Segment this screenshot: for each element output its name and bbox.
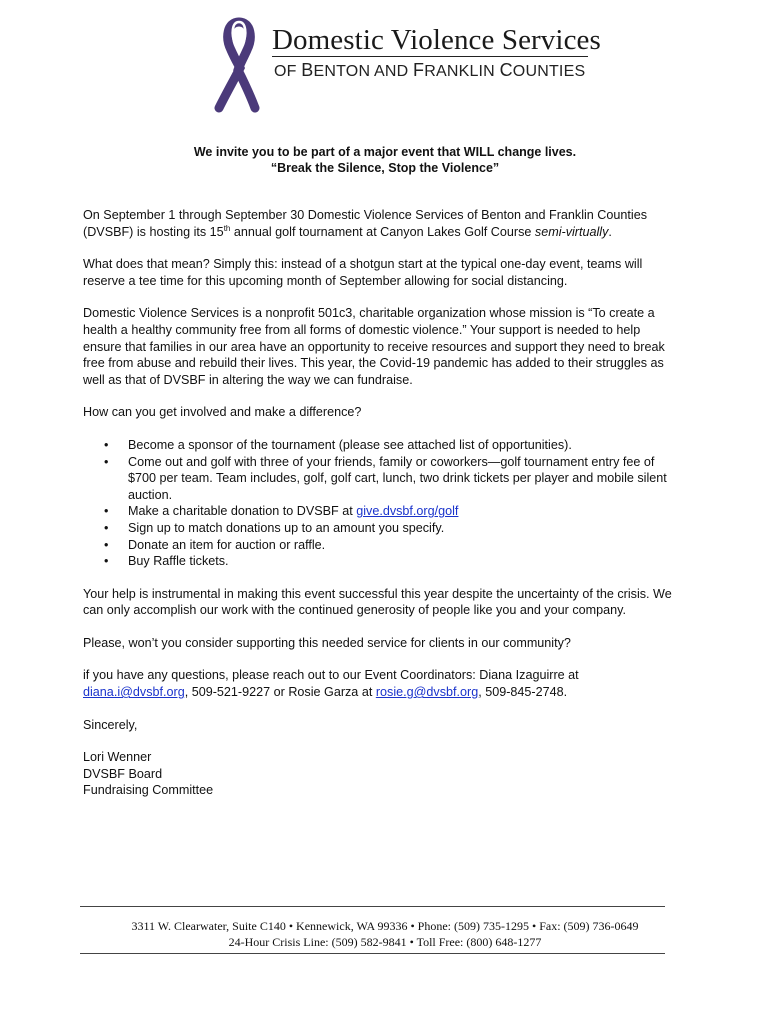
list-item-text: Sign up to match donations up to an amount you specify. bbox=[128, 520, 445, 535]
list-item bbox=[83, 437, 673, 454]
org-subtitle bbox=[274, 60, 585, 81]
bullet-icon: • bbox=[104, 504, 109, 519]
paragraph-thanks: Your help is instrumental in making this event successful this year despite the uncertainty of the crisis. We can only accomplish our work with the continued generosity of people like you and your company. bbox=[83, 586, 672, 618]
letter-body bbox=[83, 207, 673, 799]
intro-text-cont: annual golf tournament at Canyon Lakes Golf Course bbox=[230, 224, 535, 239]
paragraph-intro bbox=[83, 207, 673, 240]
headline-slogan: “Break the Silence, Stop the Violence” bbox=[270, 161, 500, 175]
intro-text: On September 1 through September 30 Domestic Violence Services of Benton and Franklin Counties (DVSBF) is hosting its 15 bbox=[83, 208, 648, 239]
contact-text: if you have any questions, please reach out to our Event Coordinators: Diana Izaguirre at bbox=[83, 668, 579, 683]
footer-hotlines: 24-Hour Crisis Line: (509) 582-9841 • Toll Free: (800) 648-1277 bbox=[228, 935, 542, 949]
bullet-icon: • bbox=[104, 520, 109, 535]
org-sub-part: OUNTIES bbox=[512, 63, 586, 80]
intro-emphasis: semi-virtually bbox=[534, 224, 609, 239]
donation-link[interactable]: give.dvsbf.org/golf bbox=[356, 504, 459, 519]
email-link-rosie[interactable]: rosie.g@dvsbf.org bbox=[375, 685, 479, 700]
org-sub-part: C bbox=[499, 60, 513, 80]
list-item bbox=[83, 503, 673, 520]
list-item bbox=[83, 553, 673, 570]
bullet-icon: • bbox=[104, 554, 109, 569]
signature-org: DVSBF Board bbox=[83, 766, 163, 781]
list-item bbox=[83, 454, 673, 504]
signature-block bbox=[83, 749, 673, 799]
paragraph-question: How can you get involved and make a difference? bbox=[83, 405, 362, 420]
org-sub-part: B bbox=[301, 60, 314, 80]
paragraph-appeal: Please, won’t you consider supporting this needed service for clients in our community? bbox=[83, 635, 571, 650]
purple-ribbon-logo bbox=[205, 14, 275, 114]
org-sub-part: ENTON AND bbox=[313, 63, 413, 80]
contact-text-end: , 509-845-2748. bbox=[478, 685, 568, 700]
ordinal-suffix: th bbox=[223, 223, 231, 233]
list-item bbox=[83, 520, 673, 537]
list-item-text: Come out and golf with three of your friends, family or coworkers—golf tournament entry fee of $700 per team. Team includes, golf, golf cart, lunch, two drink tickets per player and mobile silent auction. bbox=[128, 454, 667, 502]
org-name: Domestic Violence Services bbox=[272, 24, 601, 56]
paragraph-explanation: What does that mean? Simply this: instead of a shotgun start at the typical one-day event, teams will reserve a tee time for this upcoming month of September allowing for social distancing. bbox=[83, 257, 643, 288]
list-item-text: Donate an item for auction or raffle. bbox=[128, 537, 326, 552]
contact-text-cont: , 509-521-9227 or Rosie Garza at bbox=[184, 685, 376, 700]
footer-divider-top bbox=[80, 906, 665, 907]
paragraph-mission: Domestic Violence Services is a nonprofit 501c3, charitable organization whose mission is “To create a health a healthy community free from all forms of domestic violence.” Your support is needed to help ensure that families in our area have an opportunity to receive resources and support they need to break free from abuse and rebuild their lives. This year, the Covid-19 pandemic has added to their struggles as well as that of DVSBF in altering the way we can fundraise. bbox=[83, 306, 665, 387]
signature-committee: Fundraising Committee bbox=[83, 783, 214, 798]
org-sub-part: OF bbox=[274, 63, 302, 80]
header-divider bbox=[272, 56, 588, 57]
list-item-text: Make a charitable donation to DVSBF at bbox=[128, 504, 357, 519]
headline-invite: We invite you to be part of a major event that WILL change lives. bbox=[193, 145, 577, 159]
involvement-list bbox=[83, 437, 673, 570]
bullet-icon: • bbox=[104, 437, 109, 452]
email-link-diana[interactable]: diana.i@dvsbf.org bbox=[83, 685, 185, 700]
paragraph-contacts bbox=[83, 667, 673, 700]
org-sub-part: F bbox=[412, 60, 425, 80]
intro-period: . bbox=[608, 224, 612, 239]
footer-address: 3311 W. Clearwater, Suite C140 • Kennewick, WA 99336 • Phone: (509) 735-1295 • Fax: (509) 736-0649 bbox=[131, 919, 639, 933]
bullet-icon: • bbox=[104, 454, 109, 469]
signature-name: Lori Wenner bbox=[83, 750, 152, 765]
list-item-text: Become a sponsor of the tournament (please see attached list of opportunities). bbox=[128, 437, 572, 452]
footer-divider-bottom bbox=[80, 953, 665, 954]
list-item-text: Buy Raffle tickets. bbox=[128, 554, 229, 569]
closing: Sincerely, bbox=[83, 717, 138, 732]
list-item bbox=[83, 537, 673, 554]
org-sub-part: RANKLIN bbox=[424, 63, 500, 80]
bullet-icon: • bbox=[104, 537, 109, 552]
